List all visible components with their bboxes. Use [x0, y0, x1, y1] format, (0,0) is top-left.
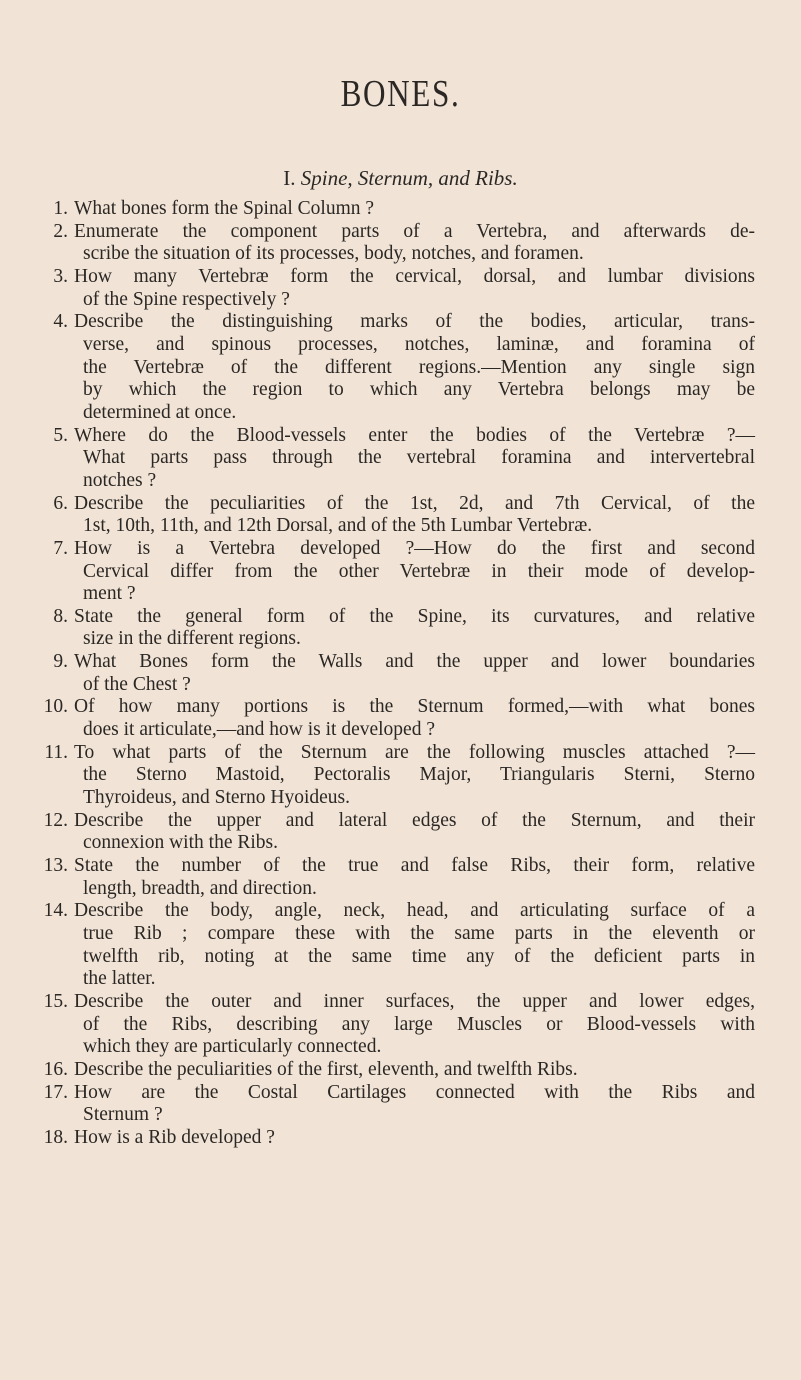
question-text-line: What bones form the Spinal Column ? — [74, 198, 375, 219]
question-number: 3. — [53, 265, 68, 287]
question-item — [0, 810, 801, 855]
question-number: 8. — [53, 605, 68, 627]
section-title: Spine, Sternum, and Ribs. — [300, 166, 518, 190]
question-number: 6. — [53, 492, 68, 514]
question-text-line: Describe the distinguishing marks of the bodies, articular, trans- — [74, 311, 755, 333]
question-text-line: size in the different regions. — [83, 628, 301, 650]
question-list — [0, 198, 801, 1150]
question-text-line: the Vertebræ of the different regions.—Mention any single sign — [83, 356, 755, 378]
question-item — [0, 311, 801, 424]
question-text-line: What parts pass through the vertebral foramina and intervertebral — [83, 447, 755, 469]
question-text-line: twelfth rib, noting at the same time any of the deficient parts in — [83, 945, 755, 967]
question-text-line: the Sterno Mastoid, Pectoralis Major, Triangularis Sterni, Sterno — [83, 764, 755, 786]
question-number: 11. — [44, 741, 68, 763]
question-text-line: How are the Costal Cartilages connected with the Ribs and — [74, 1081, 755, 1103]
question-item — [0, 991, 801, 1059]
section-numeral: I. — [283, 166, 296, 190]
question-item — [0, 742, 801, 810]
question-item — [0, 493, 801, 538]
question-text-line: of the Chest ? — [83, 673, 191, 695]
question-item — [0, 538, 801, 606]
question-number: 12. — [43, 809, 68, 831]
question-text-line: of the Ribs, describing any large Muscles or Blood-vessels with — [83, 1013, 755, 1035]
question-text-line: 1st, 10th, 11th, and 12th Dorsal, and of the 5th Lumbar Vertebræ. — [83, 515, 593, 537]
question-item — [0, 1082, 801, 1127]
question-text-line: Describe the peculiarities of the first, eleventh, and twelfth Ribs. — [74, 1058, 578, 1080]
question-item — [0, 900, 801, 991]
question-text-line: does it articulate,—and how is it developed ? — [83, 719, 435, 741]
question-text-line: Describe the peculiarities of the 1st, 2d, and 7th Cervical, of the — [74, 492, 755, 514]
question-number: 15. — [43, 990, 68, 1012]
question-text-line: the latter. — [83, 968, 156, 990]
question-item — [0, 425, 801, 493]
question-text-line: length, breadth, and direction. — [83, 877, 317, 899]
question-item — [0, 606, 801, 651]
section-heading — [0, 166, 801, 191]
question-text-line: Describe the upper and lateral edges of the Sternum, and their — [74, 809, 755, 831]
question-number: 7. — [53, 537, 68, 559]
question-text-line: Where do the Blood-vessels enter the bodies of the Vertebræ ?— — [74, 424, 755, 446]
question-number: 18. — [43, 1126, 68, 1148]
question-text-line: Describe the body, angle, neck, head, and articulating surface of a — [74, 900, 755, 922]
question-number: 17. — [43, 1081, 68, 1103]
question-text-line: ment ? — [83, 583, 136, 605]
question-number: 13. — [43, 855, 68, 877]
question-text-line: Thyroideus, and Sterno Hyoideus. — [83, 787, 351, 809]
question-text-line: connexion with the Ribs. — [83, 832, 278, 854]
question-number: 14. — [43, 900, 68, 922]
question-text-line: How many Vertebræ form the cervical, dorsal, and lumbar divisions — [74, 265, 755, 287]
question-text-line: determined at once. — [83, 401, 237, 423]
question-text-line: scribe the situation of its processes, body, notches, and foramen. — [83, 243, 584, 265]
question-text-line: true Rib ; compare these with the same parts in the eleventh or — [83, 923, 755, 944]
question-number: 16. — [43, 1058, 68, 1080]
question-text-line: State the number of the true and false Ribs, their form, relative — [74, 855, 755, 877]
question-number: 2. — [53, 220, 68, 242]
question-text-line: verse, and spinous processes, notches, laminæ, and foramina of — [83, 333, 755, 355]
question-text-line: How is a Vertebra developed ?—How do the first and second — [74, 537, 755, 559]
question-text-line: by which the region to which any Vertebra belongs may be — [83, 379, 755, 401]
question-item — [0, 1059, 801, 1082]
question-item — [0, 266, 801, 311]
question-number: 5. — [53, 424, 68, 446]
question-text-line: notches ? — [83, 469, 157, 491]
question-item — [0, 855, 801, 900]
question-text-line: What Bones form the Walls and the upper and lower boundaries — [74, 651, 755, 673]
page-title: BONES. — [340, 73, 461, 115]
question-text-line: How is a Rib developed ? — [74, 1126, 275, 1148]
question-item — [0, 198, 801, 221]
question-number: 9. — [53, 651, 68, 673]
question-text-line: Cervical differ from the other Vertebræ in their mode of develop- — [83, 560, 755, 582]
question-text-line: Describe the outer and inner surfaces, the upper and lower edges, — [74, 990, 755, 1012]
question-text-line: of the Spine respectively ? — [83, 288, 290, 310]
question-text-line: Enumerate the component parts of a Vertebra, and afterwards de- — [74, 220, 755, 242]
question-number: 4. — [53, 311, 68, 333]
question-number: 10. — [43, 696, 68, 718]
question-item — [0, 651, 801, 696]
question-text-line: Sternum ? — [83, 1104, 163, 1126]
question-text-line: State the general form of the Spine, its curvatures, and relative — [74, 605, 755, 627]
question-number: 1. — [53, 198, 68, 219]
question-item — [0, 1127, 801, 1150]
question-text-line: To what parts of the Sternum are the following muscles attached ?— — [74, 741, 755, 763]
question-text-line: Of how many portions is the Sternum formed,—with what bones — [74, 696, 755, 718]
question-item — [0, 696, 801, 741]
question-text-line: which they are particularly connected. — [83, 1036, 382, 1058]
question-item — [0, 221, 801, 266]
